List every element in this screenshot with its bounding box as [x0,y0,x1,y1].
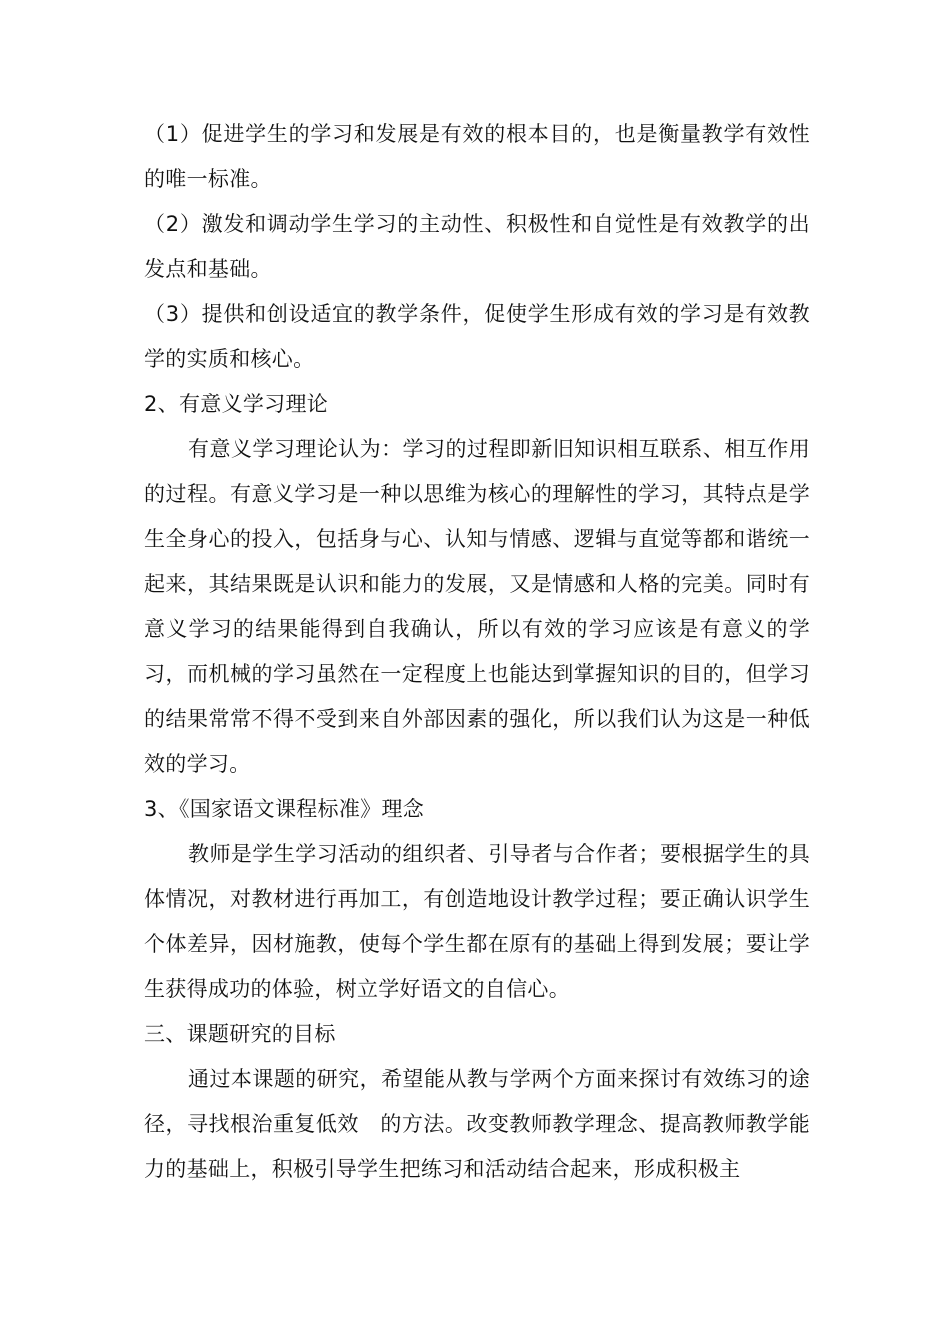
paragraph-goal-3: （3）提供和创设适宜的教学条件，促使学生形成有效的学习是有效教学的实质和核心。 [144,302,810,371]
section-heading-curriculum-standard: 3、《国家语文课程标准》理念 [144,797,425,821]
section-heading-research-goals: 三、课题研究的目标 [144,1022,336,1046]
paragraph-goal-2: （2）激发和调动学生学习的主动性、积极性和自觉性是有效教学的出发点和基础。 [144,212,810,281]
paragraph-research-goals: 通过本课题的研究，希望能从教与学两个方面来探讨有效练习的途径，寻找根治重复低效 的方法。改变教师教学理念、提高教师教学能力的基础上，积极引导学生把练习和活动结合起来，形成积极主 [144,1067,810,1181]
document-body [144,112,810,1192]
section-heading-meaningful-learning: 2、有意义学习理论 [144,392,329,416]
paragraph-goal-1: （1）促进学生的学习和发展是有效的根本目的，也是衡量教学有效性的唯一标准。 [144,122,810,191]
paragraph-meaningful-learning: 有意义学习理论认为：学习的过程即新旧知识相互联系、相互作用的过程。有意义学习是一种以思维为核心的理解性的学习，其特点是学生全身心的投入，包括身与心、认知与情感、逻辑与直觉等都和谐统一起来，其结果既是认识和能力的发展，又是情感和人格的完美。同时有意义学习的结果能得到自我确认，所以有效的学习应该是有意义的学习，而机械的学习虽然在一定程度上也能达到掌握知识的目的，但学习的结果常常不得不受到来自外部因素的强化，所以我们认为这是一种低效的学习。 [144,437,810,776]
paragraph-curriculum-standard: 教师是学生学习活动的组织者、引导者与合作者；要根据学生的具体情况，对教材进行再加工，有创造地设计教学过程；要正确认识学生个体差异，因材施教，使每个学生都在原有的基础上得到发展；要让学生获得成功的体验，树立学好语文的自信心。 [144,842,810,1001]
